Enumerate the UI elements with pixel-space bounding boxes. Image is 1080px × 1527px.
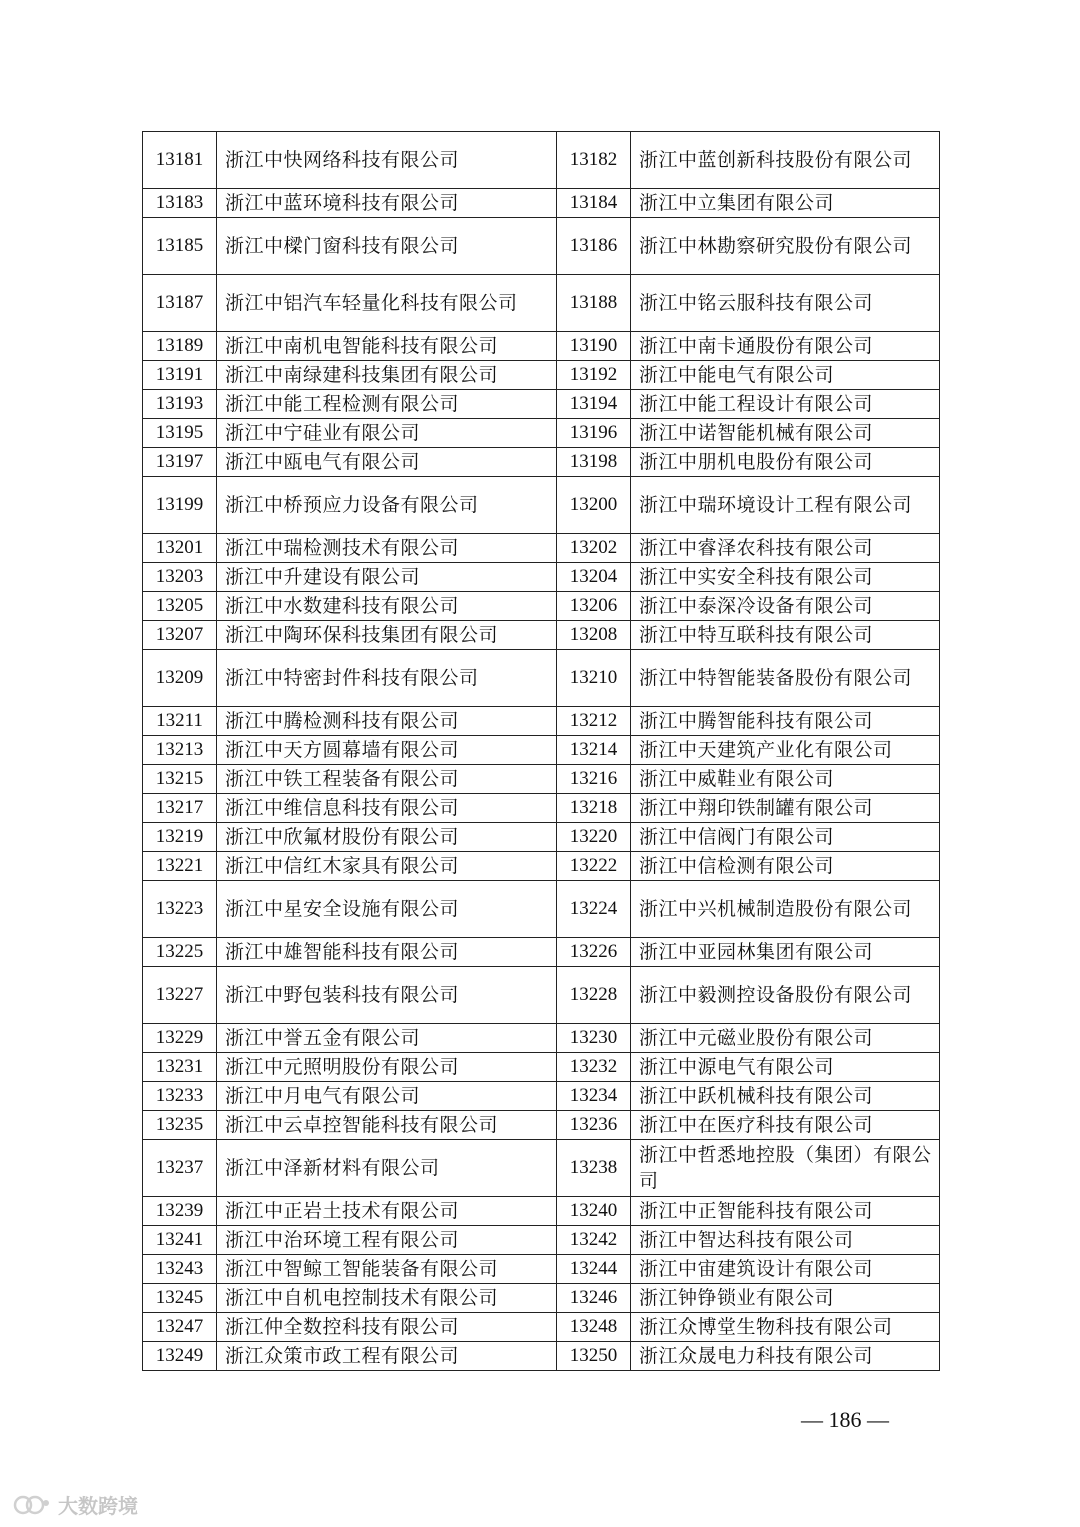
table-row — [143, 707, 940, 736]
row-number-left: 13241 — [143, 1226, 217, 1255]
row-number-right: 13208 — [557, 621, 631, 650]
row-number-right: 13202 — [557, 534, 631, 563]
row-number-right: 13226 — [557, 938, 631, 967]
row-number-left: 13247 — [143, 1313, 217, 1342]
company-name-right: 浙江中宙建筑设计有限公司 — [631, 1255, 940, 1284]
row-number-left: 13249 — [143, 1342, 217, 1371]
company-name-left: 浙江中特密封件科技有限公司 — [217, 650, 557, 707]
row-number-right: 13212 — [557, 707, 631, 736]
table-row — [143, 1140, 940, 1197]
company-name-right: 浙江中蓝创新科技股份有限公司 — [631, 132, 940, 189]
table-row — [143, 852, 940, 881]
company-name-right: 浙江中朋机电股份有限公司 — [631, 448, 940, 477]
row-number-left: 13191 — [143, 361, 217, 390]
row-number-left: 13243 — [143, 1255, 217, 1284]
company-name-right: 浙江中跃机械科技有限公司 — [631, 1082, 940, 1111]
company-name-left: 浙江中元照明股份有限公司 — [217, 1053, 557, 1082]
row-number-right: 13240 — [557, 1197, 631, 1226]
row-number-left: 13197 — [143, 448, 217, 477]
company-name-left: 浙江中月电气有限公司 — [217, 1082, 557, 1111]
company-name-right: 浙江中腾智能科技有限公司 — [631, 707, 940, 736]
company-name-left: 浙江中智鲸工智能装备有限公司 — [217, 1255, 557, 1284]
row-number-left: 13183 — [143, 189, 217, 218]
company-name-left: 浙江中瑞检测技术有限公司 — [217, 534, 557, 563]
table-row — [143, 1082, 940, 1111]
row-number-right: 13218 — [557, 794, 631, 823]
row-number-right: 13216 — [557, 765, 631, 794]
table-row — [143, 1284, 940, 1313]
row-number-left: 13199 — [143, 477, 217, 534]
row-number-right: 13238 — [557, 1140, 631, 1197]
row-number-right: 13190 — [557, 332, 631, 361]
row-number-left: 13217 — [143, 794, 217, 823]
row-number-right: 13194 — [557, 390, 631, 419]
row-number-right: 13228 — [557, 967, 631, 1024]
row-number-left: 13215 — [143, 765, 217, 794]
row-number-left: 13187 — [143, 275, 217, 332]
row-number-left: 13189 — [143, 332, 217, 361]
table-row — [143, 477, 940, 534]
table-row — [143, 218, 940, 275]
row-number-right: 13220 — [557, 823, 631, 852]
company-name-left: 浙江中维信息科技有限公司 — [217, 794, 557, 823]
company-name-left: 浙江中野包装科技有限公司 — [217, 967, 557, 1024]
watermark-logo-icon — [12, 1494, 52, 1516]
row-number-right: 13222 — [557, 852, 631, 881]
row-number-left: 13223 — [143, 881, 217, 938]
row-number-right: 13224 — [557, 881, 631, 938]
company-name-left: 浙江中治环境工程有限公司 — [217, 1226, 557, 1255]
company-name-right: 浙江中能工程设计有限公司 — [631, 390, 940, 419]
row-number-left: 13245 — [143, 1284, 217, 1313]
company-name-right: 浙江众博堂生物科技有限公司 — [631, 1313, 940, 1342]
company-name-left: 浙江中南机电智能科技有限公司 — [217, 332, 557, 361]
row-number-left: 13231 — [143, 1053, 217, 1082]
row-number-right: 13186 — [557, 218, 631, 275]
row-number-right: 13232 — [557, 1053, 631, 1082]
table-row — [143, 332, 940, 361]
row-number-right: 13210 — [557, 650, 631, 707]
row-number-right: 13192 — [557, 361, 631, 390]
row-number-left: 13235 — [143, 1111, 217, 1140]
company-name-left: 浙江中欣氟材股份有限公司 — [217, 823, 557, 852]
table-row — [143, 563, 940, 592]
table-row — [143, 390, 940, 419]
company-name-right: 浙江中哲悉地控股（集团）有限公司 — [631, 1140, 940, 1197]
company-name-left: 浙江中信红木家具有限公司 — [217, 852, 557, 881]
company-name-right: 浙江中正智能科技有限公司 — [631, 1197, 940, 1226]
table-row — [143, 765, 940, 794]
table-row — [143, 1024, 940, 1053]
company-name-left: 浙江仲全数控科技有限公司 — [217, 1313, 557, 1342]
company-name-right: 浙江中瑞环境设计工程有限公司 — [631, 477, 940, 534]
company-name-right: 浙江中睿泽农科技有限公司 — [631, 534, 940, 563]
table-row — [143, 938, 940, 967]
company-name-right: 浙江钟铮锁业有限公司 — [631, 1284, 940, 1313]
watermark-text: 大数跨境 — [58, 1494, 138, 1518]
company-name-right: 浙江中能电气有限公司 — [631, 361, 940, 390]
company-name-right: 浙江中翔印铁制罐有限公司 — [631, 794, 940, 823]
row-number-left: 13185 — [143, 218, 217, 275]
company-name-right: 浙江中铭云服科技有限公司 — [631, 275, 940, 332]
row-number-right: 13182 — [557, 132, 631, 189]
row-number-right: 13246 — [557, 1284, 631, 1313]
table-row — [143, 650, 940, 707]
table-row — [143, 823, 940, 852]
company-name-left: 浙江中瓯电气有限公司 — [217, 448, 557, 477]
company-name-left: 浙江中蓝环境科技有限公司 — [217, 189, 557, 218]
company-name-right: 浙江中泰深冷设备有限公司 — [631, 592, 940, 621]
watermark — [12, 1490, 138, 1519]
company-name-right: 浙江众晟电力科技有限公司 — [631, 1342, 940, 1371]
row-number-left: 13181 — [143, 132, 217, 189]
company-name-left: 浙江中正岩土技术有限公司 — [217, 1197, 557, 1226]
table-row — [143, 1342, 940, 1371]
company-name-left: 浙江中星安全设施有限公司 — [217, 881, 557, 938]
company-name-left: 浙江中宁硅业有限公司 — [217, 419, 557, 448]
table-row — [143, 1197, 940, 1226]
table-row — [143, 1255, 940, 1284]
row-number-left: 13225 — [143, 938, 217, 967]
row-number-right: 13196 — [557, 419, 631, 448]
company-name-right: 浙江中毅测控设备股份有限公司 — [631, 967, 940, 1024]
table-row — [143, 1111, 940, 1140]
row-number-right: 13230 — [557, 1024, 631, 1053]
company-name-left: 浙江中快网络科技有限公司 — [217, 132, 557, 189]
table-row — [143, 361, 940, 390]
company-name-right: 浙江中实安全科技有限公司 — [631, 563, 940, 592]
row-number-right: 13184 — [557, 189, 631, 218]
company-name-left: 浙江中泽新材料有限公司 — [217, 1140, 557, 1197]
company-name-left: 浙江中陶环保科技集团有限公司 — [217, 621, 557, 650]
row-number-right: 13244 — [557, 1255, 631, 1284]
row-number-right: 13198 — [557, 448, 631, 477]
row-number-left: 13211 — [143, 707, 217, 736]
table-row — [143, 621, 940, 650]
row-number-left: 13209 — [143, 650, 217, 707]
table-row — [143, 448, 940, 477]
company-name-right: 浙江中天建筑产业化有限公司 — [631, 736, 940, 765]
company-name-right: 浙江中源电气有限公司 — [631, 1053, 940, 1082]
row-number-right: 13188 — [557, 275, 631, 332]
company-name-left: 浙江中能工程检测有限公司 — [217, 390, 557, 419]
row-number-left: 13203 — [143, 563, 217, 592]
company-name-right: 浙江中特智能装备股份有限公司 — [631, 650, 940, 707]
company-name-left: 浙江中桥预应力设备有限公司 — [217, 477, 557, 534]
table-row — [143, 1313, 940, 1342]
table-row — [143, 736, 940, 765]
company-name-left: 浙江中南绿建科技集团有限公司 — [217, 361, 557, 390]
row-number-left: 13205 — [143, 592, 217, 621]
row-number-right: 13248 — [557, 1313, 631, 1342]
company-name-right: 浙江中威鞋业有限公司 — [631, 765, 940, 794]
company-name-right: 浙江中智达科技有限公司 — [631, 1226, 940, 1255]
company-name-right: 浙江中立集团有限公司 — [631, 189, 940, 218]
row-number-left: 13207 — [143, 621, 217, 650]
company-name-left: 浙江中樑门窗科技有限公司 — [217, 218, 557, 275]
company-name-right: 浙江中信阀门有限公司 — [631, 823, 940, 852]
company-table — [142, 131, 940, 1371]
page-number: — 186 — — [801, 1407, 889, 1432]
row-number-right: 13200 — [557, 477, 631, 534]
table-row — [143, 275, 940, 332]
row-number-left: 13233 — [143, 1082, 217, 1111]
row-number-left: 13193 — [143, 390, 217, 419]
company-name-right: 浙江中元磁业股份有限公司 — [631, 1024, 940, 1053]
row-number-right: 13236 — [557, 1111, 631, 1140]
company-name-left: 浙江中誉五金有限公司 — [217, 1024, 557, 1053]
row-number-left: 13221 — [143, 852, 217, 881]
row-number-right: 13206 — [557, 592, 631, 621]
company-name-left: 浙江中云卓控智能科技有限公司 — [217, 1111, 557, 1140]
row-number-left: 13195 — [143, 419, 217, 448]
table-row — [143, 189, 940, 218]
company-name-left: 浙江中雄智能科技有限公司 — [217, 938, 557, 967]
table-row — [143, 881, 940, 938]
table-row — [143, 534, 940, 563]
company-name-left: 浙江中水数建科技有限公司 — [217, 592, 557, 621]
row-number-left: 13237 — [143, 1140, 217, 1197]
company-name-left: 浙江中升建设有限公司 — [217, 563, 557, 592]
company-name-right: 浙江中林勘察研究股份有限公司 — [631, 218, 940, 275]
company-name-left: 浙江众策市政工程有限公司 — [217, 1342, 557, 1371]
row-number-left: 13201 — [143, 534, 217, 563]
company-name-right: 浙江中亚园林集团有限公司 — [631, 938, 940, 967]
row-number-right: 13204 — [557, 563, 631, 592]
row-number-left: 13227 — [143, 967, 217, 1024]
table-row — [143, 132, 940, 189]
row-number-right: 13234 — [557, 1082, 631, 1111]
company-name-left: 浙江中天方圆幕墙有限公司 — [217, 736, 557, 765]
company-name-left: 浙江中腾检测科技有限公司 — [217, 707, 557, 736]
company-name-right: 浙江中诺智能机械有限公司 — [631, 419, 940, 448]
company-table-body — [143, 132, 940, 1371]
company-name-left: 浙江中铝汽车轻量化科技有限公司 — [217, 275, 557, 332]
row-number-right: 13214 — [557, 736, 631, 765]
company-name-right: 浙江中特互联科技有限公司 — [631, 621, 940, 650]
row-number-left: 13213 — [143, 736, 217, 765]
row-number-right: 13250 — [557, 1342, 631, 1371]
company-name-right: 浙江中南卡通股份有限公司 — [631, 332, 940, 361]
row-number-left: 13219 — [143, 823, 217, 852]
company-table-container — [142, 131, 939, 1371]
table-row — [143, 967, 940, 1024]
table-row — [143, 794, 940, 823]
company-name-left: 浙江中自机电控制技术有限公司 — [217, 1284, 557, 1313]
company-name-left: 浙江中铁工程装备有限公司 — [217, 765, 557, 794]
company-name-right: 浙江中信检测有限公司 — [631, 852, 940, 881]
table-row — [143, 1053, 940, 1082]
table-row — [143, 1226, 940, 1255]
company-name-right: 浙江中兴机械制造股份有限公司 — [631, 881, 940, 938]
row-number-left: 13229 — [143, 1024, 217, 1053]
row-number-right: 13242 — [557, 1226, 631, 1255]
row-number-left: 13239 — [143, 1197, 217, 1226]
company-name-right: 浙江中在医疗科技有限公司 — [631, 1111, 940, 1140]
table-row — [143, 419, 940, 448]
table-row — [143, 592, 940, 621]
